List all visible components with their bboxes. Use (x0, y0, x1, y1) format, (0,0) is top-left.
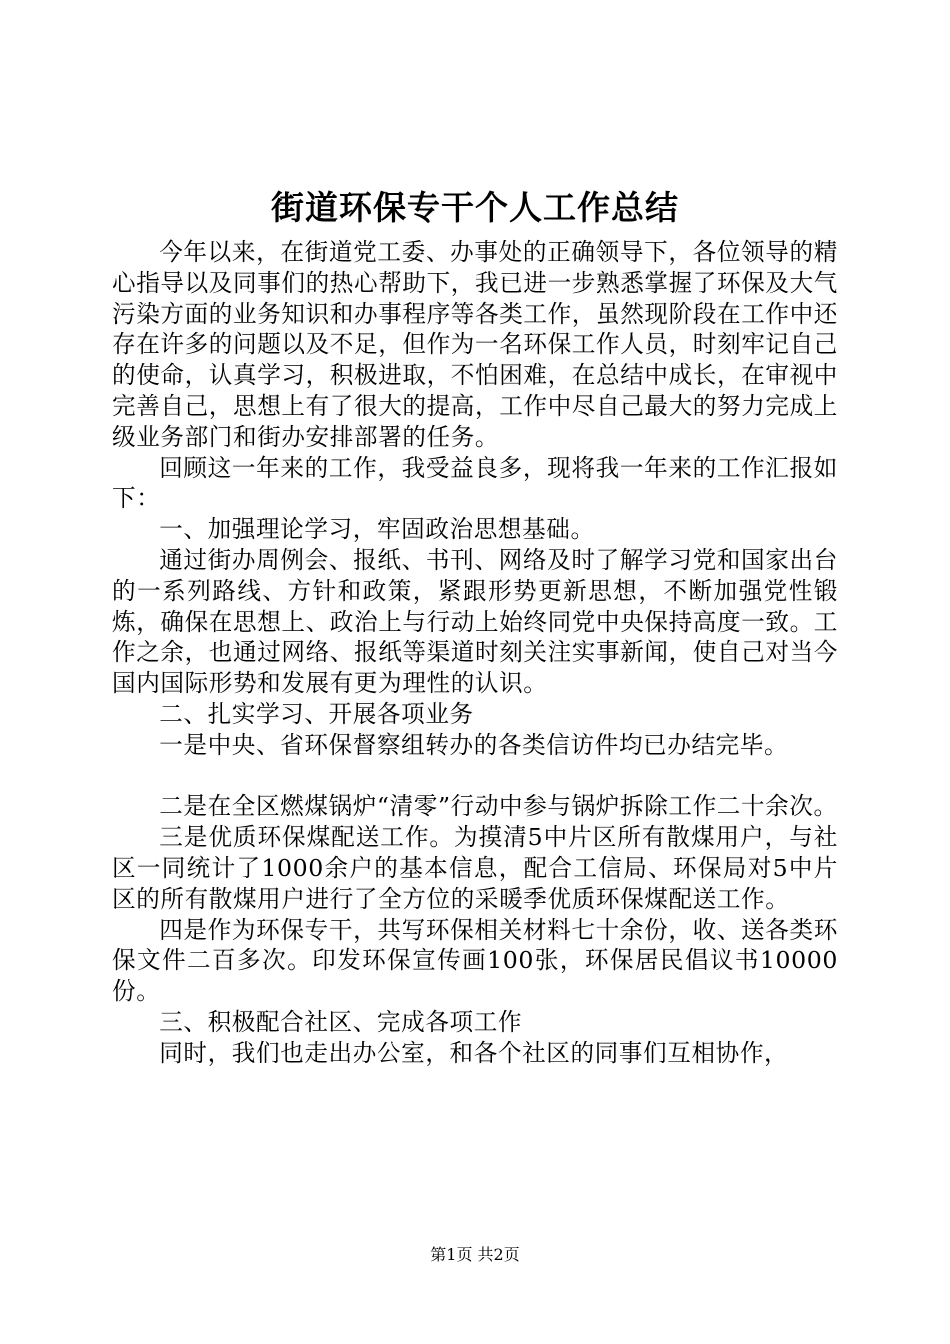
paragraph-item-1: 一是中央、省环保督察组转办的各类信访件均已办结完毕。 (159, 730, 789, 759)
paragraph-item-3: 三是优质环保煤配送工作。为摸清5中片区所有散煤用户，与社区一同统计了1000余户的基本信息，配合工信局、环保局对5中片区的所有散煤用户进行了全方位的采暖季优质环保煤配送工作。 (112, 823, 838, 913)
section-heading-2: 二、扎实学习、开展各项业务 (159, 699, 474, 728)
section-heading-1: 一、加强理论学习，牢固政治思想基础。 (159, 515, 595, 544)
paragraph-review: 回顾这一年来的工作，我受益良多，现将我一年来的工作汇报如下： (112, 453, 838, 513)
paragraph-item-2: 二是在全区燃煤锅炉“清零”行动中参与锅炉拆除工作二十余次。 (159, 792, 838, 821)
paragraph-theory-study: 通过街办周例会、报纸、书刊、网络及时了解学习党和国家出台的一系列路线、方针和政策，紧跟形势更新思想，不断加强党性锻炼，确保在思想上、政治上与行动上始终同党中央保持高度一致。工作之余，也通过网络、报纸等渠道时刻关注实事新闻，使自己对当今国内国际形势和发展有更为理性的认识。 (112, 545, 838, 698)
paragraph-cooperation: 同时，我们也走出办公室，和各个社区的同事们互相协作， (159, 1038, 789, 1067)
section-heading-3: 三、积极配合社区、完成各项工作 (159, 1007, 523, 1036)
paragraph-item-4: 四是作为环保专干，共写环保相关材料七十余份，收、送各类环保文件二百多次。印发环保宣传画100张，环保居民倡议书10000份。 (112, 915, 838, 1006)
document-body (112, 237, 838, 1069)
paragraph-intro: 今年以来，在街道党工委、办事处的正确领导下，各位领导的精心指导以及同事们的热心帮助下，我已进一步熟悉掌握了环保及大气污染方面的业务知识和办事程序等各类工作，虽然现阶段在工作中还存在许多的问题以及不足，但作为一名环保工作人员，时刻牢记自己的使命，认真学习，积极进取，不怕困难，在总结中成长，在审视中完善自己，思想上有了很大的提高，工作中尽自己最大的努力完成上级业务部门和街办安排部署的任务。 (112, 238, 838, 451)
document-title: 街道环保专干个人工作总结 (271, 188, 679, 227)
page-number-footer: 第1页 共2页 (430, 1245, 520, 1264)
